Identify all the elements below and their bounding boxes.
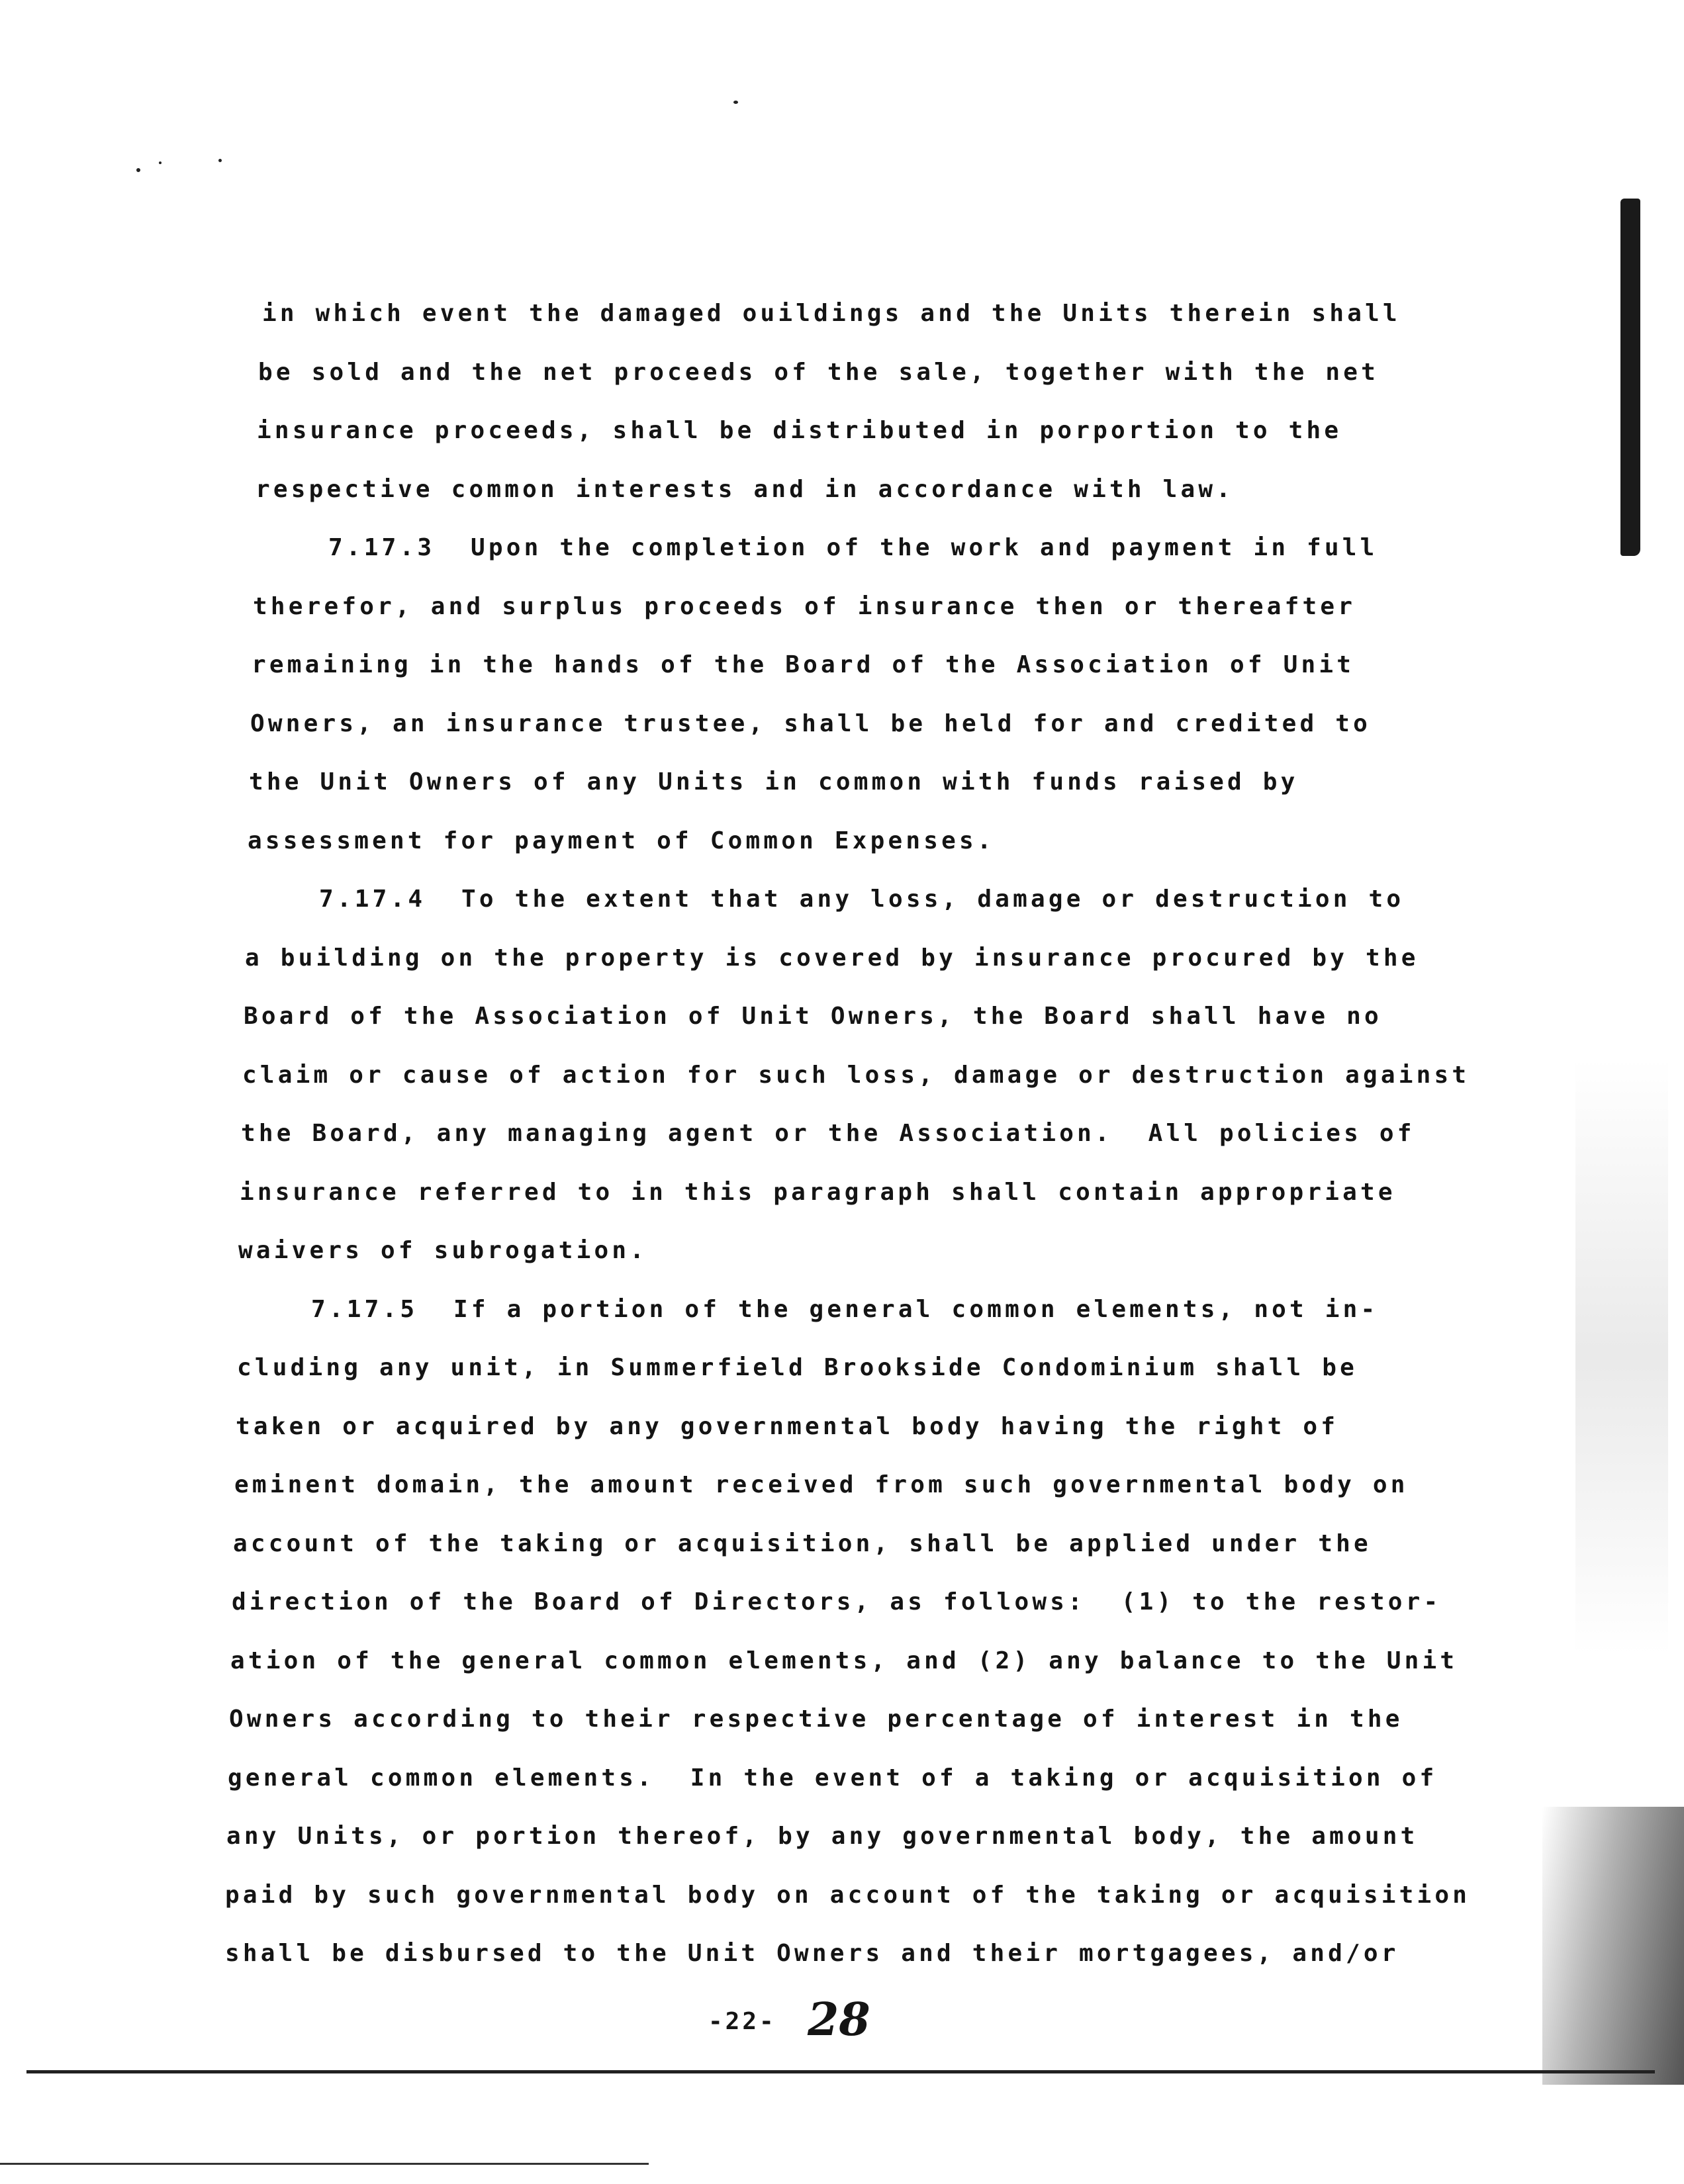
paragraph-7-17-3-start: 7.17.3 Upon the completion of the work and payment in full: [328, 534, 1378, 561]
text-line: paid by such governmental body on account of the taking or acquisition: [225, 1881, 1471, 1909]
text-line: any Units, or portion thereof, by any governmental body, the amount: [226, 1823, 1419, 1850]
text-line: cluding any unit, in Summerfield Brookside Condominium shall be: [237, 1354, 1358, 1381]
scan-speck: [159, 161, 162, 164]
text-line: eminent domain, the amount received from such governmental body on: [234, 1471, 1409, 1498]
scan-noise: [1575, 1059, 1668, 1655]
text-line: be sold and the net proceeds of the sale, together with the net: [258, 358, 1380, 386]
scan-speck: [218, 159, 222, 162]
scan-speck: [136, 168, 140, 172]
text-line: assessment for payment of Common Expenses.: [248, 827, 995, 854]
text-line: insurance referred to in this paragraph shall contain appropriate: [240, 1178, 1396, 1206]
text-line: account of the taking or acquisition, shall be applied under the: [233, 1529, 1372, 1557]
text-line: the Unit Owners of any Units in common with funds raised by: [249, 768, 1299, 796]
text-line: remaining in the hands of the Board of the Association of Unit: [252, 651, 1355, 678]
text-line: respective common interests and in accordance with law.: [256, 475, 1235, 503]
scan-speck: [733, 101, 738, 104]
paragraph-7-17-5-start: 7.17.5 If a portion of the general common elements, not in-: [311, 1295, 1379, 1323]
text-line: insurance proceeds, shall be distributed in porportion to the: [257, 417, 1342, 444]
text-line: direction of the Board of Directors, as follows: (1) to the restor-: [232, 1588, 1442, 1615]
scan-bottom-edge: [26, 2070, 1655, 2073]
text-line: Owners according to their respective percentage of interest in the: [229, 1706, 1403, 1733]
text-line: a building on the property is covered by insurance procured by the: [245, 944, 1419, 972]
scan-shadow: [1542, 1807, 1684, 2085]
text-line: ation of the general common elements, and (2) any balance to the Unit: [230, 1647, 1458, 1674]
text-line: taken or acquired by any governmental body having the right of: [236, 1412, 1339, 1440]
text-line: Owners, an insurance trustee, shall be held for and credited to: [250, 709, 1372, 737]
paragraph-7-17-4-start: 7.17.4 To the extent that any loss, damage or destruction to: [319, 886, 1405, 913]
text-line: in which event the damaged ouildings and the Units therein shall: [262, 300, 1401, 327]
text-line: claim or cause of action for such loss, damage or destruction against: [242, 1061, 1470, 1089]
scan-edge-mark: [1620, 199, 1640, 556]
handwritten-page-number: 28: [808, 1993, 870, 2046]
text-line: the Board, any managing agent or the Association. All policies of: [241, 1120, 1415, 1147]
document-body: [225, 285, 1483, 1983]
page-number: -22-: [708, 2008, 776, 2035]
text-line: general common elements. In the event of a taking or acquisition of: [228, 1764, 1438, 1792]
text-line: Board of the Association of Unit Owners, the Board shall have no: [244, 1003, 1382, 1030]
text-line: therefor, and surplus proceeds of insurance then or thereafter: [253, 592, 1356, 620]
scan-bottom-edge-secondary: [0, 2163, 649, 2165]
text-line: waivers of subrogation.: [238, 1237, 648, 1264]
text-line: shall be disbursed to the Unit Owners and their mortgagees, and/or: [225, 1940, 1399, 1967]
